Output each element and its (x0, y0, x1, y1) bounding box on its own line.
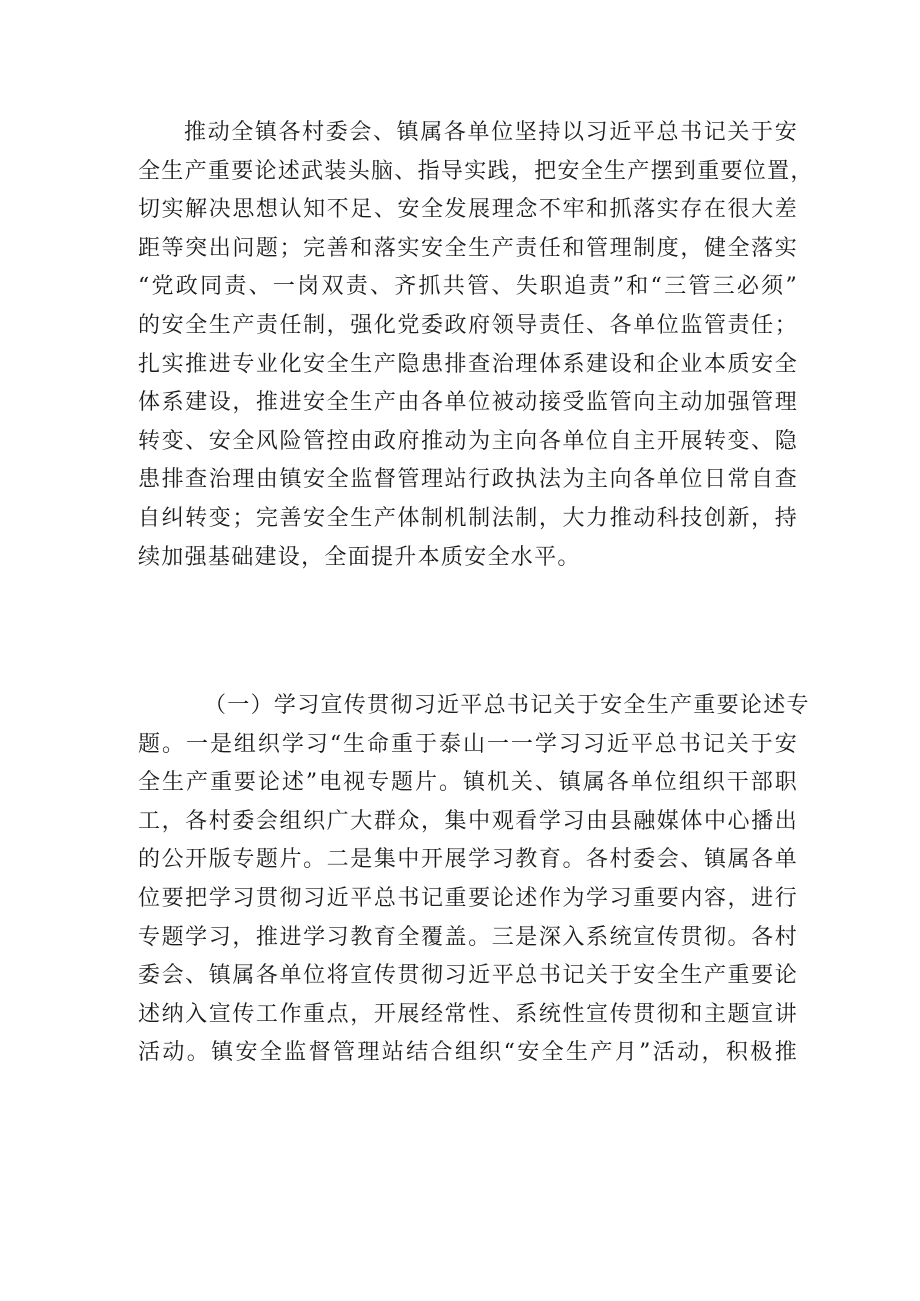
paragraph-line: 的安全生产责任制，强化党委政府领导责任、各单位监管责任； (138, 312, 798, 338)
paragraph-line: 距等突出问题；完善和落实安全生产责任和管理制度，健全落实 (138, 235, 798, 261)
paragraph-line: 续加强基础建设，全面提升本质安全水平。 (138, 544, 581, 570)
paragraph-line: 题。一是组织学习“生命重于泰山一一学习习近平总书记关于安 (138, 731, 798, 757)
paragraph-line: 转变、安全风险管控由政府推动为主向各单位自主开展转变、隐 (138, 428, 798, 454)
paragraph-line: 自纠转变；完善安全生产体制机制法制，大力推动科技创新，持 (138, 505, 798, 531)
paragraph-line: 全生产重要论述”电视专题片。镇机关、镇属各单位组织干部职 (138, 770, 798, 796)
section-heading-line: （一）学习宣传贯彻习近平总书记关于安全生产重要论述专 (204, 693, 810, 718)
paragraph-line: 专题学习，推进学习教育全覆盖。三是深入系统宣传贯彻。各村 (138, 924, 798, 950)
paragraph-line: 切实解决思想认知不足、安全发展理念不牢和抓落实存在很大差 (138, 197, 798, 223)
paragraph-line: 工，各村委会组织广大群众，集中观看学习由县融媒体中心播出 (138, 808, 798, 834)
paragraph-line: 推动全镇各村委会、镇属各单位坚持以习近平总书记关于安 (184, 120, 798, 145)
paragraph-line: 委会、镇属各单位将宣传贯彻习近平总书记关于安全生产重要论 (138, 963, 798, 989)
paragraph-line: “党政同责、一岗双责、齐抓共管、失职追责”和“三管三必须” (138, 274, 798, 300)
paragraph-line: 患排查治理由镇安全监督管理站行政执法为主向各单位日常自查 (138, 467, 798, 493)
paragraph-line: 述纳入宣传工作重点，开展经常性、系统性宣传贯彻和主题宣讲 (138, 1001, 798, 1027)
paragraph-line: 体系建设，推进安全生产由各单位被动接受监管向主动加强管理 (138, 390, 798, 416)
paragraph-line: 的公开版专题片。二是集中开展学习教育。各村委会、镇属各单 (138, 847, 798, 873)
paragraph-line: 全生产重要论述武装头脑、指导实践，把安全生产摆到重要位置， (138, 158, 814, 184)
paragraph-line: 扎实推进专业化安全生产隐患排查治理体系建设和企业本质安全 (138, 351, 798, 377)
paragraph-line: 位要把学习贯彻习近平总书记重要论述作为学习重要内容，进行 (138, 885, 798, 911)
paragraph-intro (138, 114, 814, 577)
paragraph-section-1 (138, 687, 810, 1073)
paragraph-line: 活动。镇安全监督管理站结合组织“安全生产月”活动，积极推 (138, 1040, 798, 1066)
